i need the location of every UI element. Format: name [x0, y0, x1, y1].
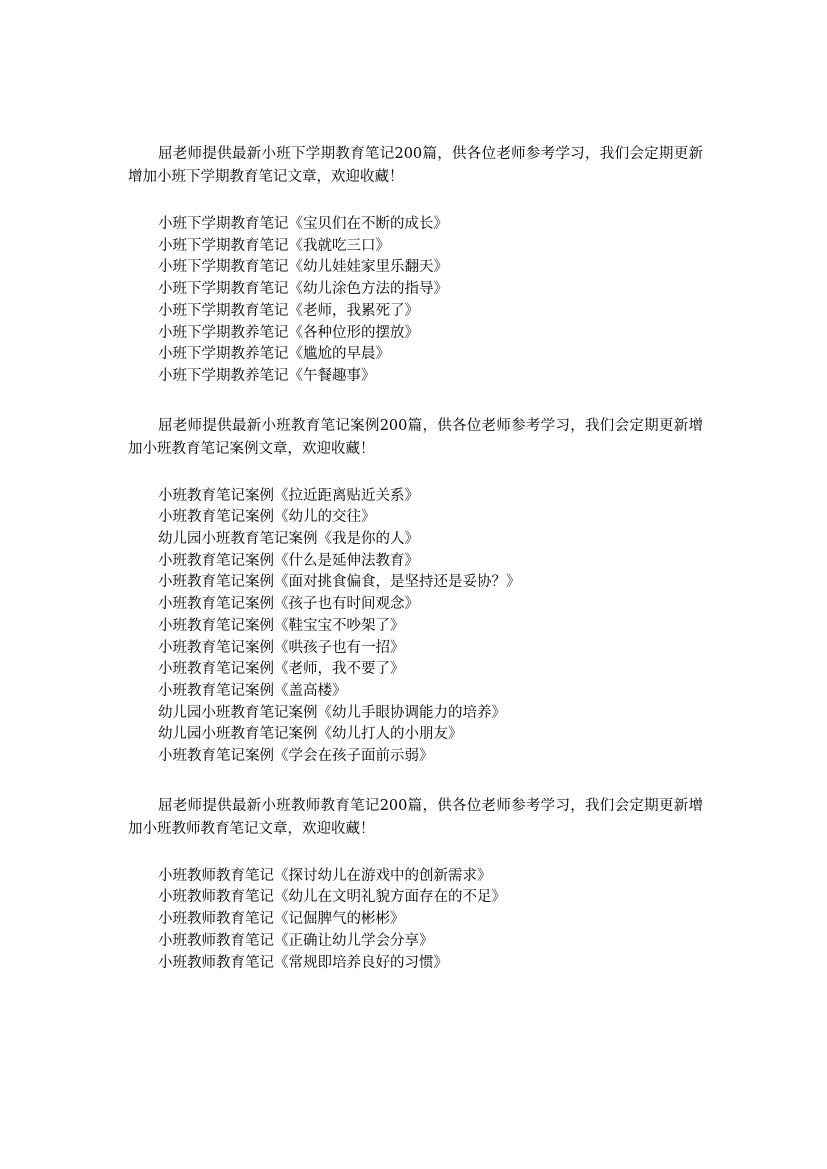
article-link[interactable]: 小班下学期教养笔记《尴尬的早晨》 [158, 346, 390, 363]
article-link[interactable]: 幼儿园小班教育笔记案例《幼儿打人的小朋友》 [158, 726, 463, 743]
article-link[interactable]: 小班下学期教育笔记《宝贝们在不断的成长》 [158, 216, 448, 232]
article-link[interactable]: 小班教育笔记案例《面对挑食偏食，是坚持还是妥协？》 [158, 574, 521, 591]
article-link[interactable]: 小班下学期教养笔记《午餐趣事》 [158, 367, 376, 384]
article-link[interactable]: 小班教育笔记案例《鞋宝宝不吵架了》 [158, 617, 405, 634]
article-list [128, 486, 703, 768]
article-list [128, 866, 703, 975]
article-link[interactable]: 小班教育笔记案例《拉近距离贴近关系》 [158, 487, 419, 504]
article-link[interactable]: 幼儿园小班教育笔记案例《我是你的人》 [158, 531, 419, 548]
article-link[interactable]: 小班教育笔记案例《哄孩子也有一招》 [158, 639, 405, 656]
article-link[interactable]: 小班下学期教育笔记《幼儿娃娃家里乐翻天》 [158, 259, 448, 276]
article-link[interactable]: 小班教师教育笔记《记倔脾气的彬彬》 [158, 911, 405, 928]
article-link[interactable]: 小班教育笔记案例《老师，我不要了》 [158, 661, 405, 678]
article-link[interactable]: 小班教师教育笔记《探讨幼儿在游戏中的创新需求》 [158, 867, 492, 884]
article-link[interactable]: 小班教育笔记案例《幼儿的交往》 [158, 509, 376, 526]
article-link[interactable]: 小班下学期教育笔记《我就吃三口》 [158, 237, 390, 254]
article-link[interactable]: 小班教育笔记案例《什么是延伸法教育》 [158, 552, 419, 569]
article-link[interactable]: 小班教师教育笔记《正确让幼儿学会分享》 [158, 932, 434, 949]
article-link[interactable]: 小班下学期教育笔记《幼儿涂色方法的指导》 [158, 281, 448, 298]
article-link[interactable]: 小班教师教育笔记《常规即培养良好的习惯》 [158, 954, 448, 971]
article-link[interactable]: 小班教育笔记案例《孩子也有时间观念》 [158, 596, 419, 613]
article-link[interactable]: 小班下学期教育笔记《老师，我累死了》 [158, 302, 419, 319]
article-link[interactable]: 小班教育笔记案例《学会在孩子面前示弱》 [158, 748, 434, 765]
article-list [128, 214, 703, 388]
section-intro: 屈老师提供最新小班教师教育笔记200篇，供各位老师参考学习，我们会定期更新增加小班教师教育笔记文章，欢迎收藏！ [128, 797, 703, 837]
article-link[interactable]: 小班教师教育笔记《幼儿在文明礼貌方面存在的不足》 [158, 889, 506, 906]
article-link[interactable]: 小班教育笔记案例《盖高楼》 [158, 682, 347, 699]
document-content [128, 143, 703, 974]
article-link[interactable]: 小班下学期教养笔记《各种位形的摆放》 [158, 324, 419, 341]
section-intro: 屈老师提供最新小班下学期教育笔记200篇，供各位老师参考学习，我们会定期更新增加小班下学期教育笔记文章，欢迎收藏！ [128, 146, 703, 185]
article-link[interactable]: 幼儿园小班教育笔记案例《幼儿手眼协调能力的培养》 [158, 704, 506, 721]
section-intro: 屈老师提供最新小班教育笔记案例200篇，供各位老师参考学习，我们会定期更新增加小班教育笔记案例文章，欢迎收藏！ [128, 417, 703, 457]
